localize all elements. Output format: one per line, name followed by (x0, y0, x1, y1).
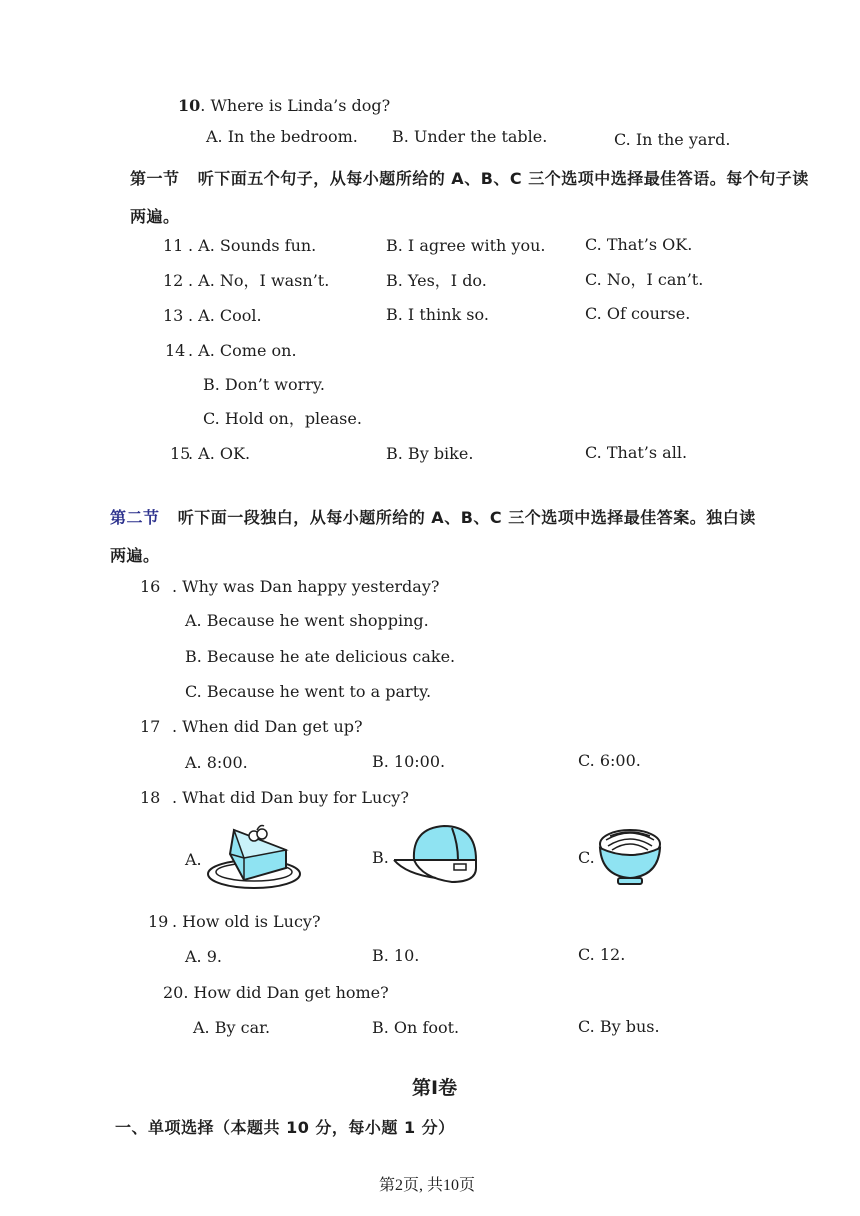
q18-option-a: A. (185, 850, 202, 869)
q19-option-a: A. 9. (185, 947, 222, 966)
q10-number: 10 (178, 96, 201, 115)
section1-heading-line1 (130, 166, 809, 189)
q18-option-b: B. (372, 848, 389, 867)
q18-option-c: C. (578, 848, 595, 867)
q20-number: 20 (163, 983, 184, 1002)
q14-option-c: C. Hold on，please. (203, 409, 362, 428)
q14-option-a: . A. Come on. (188, 341, 297, 360)
q16-option-a: A. Because he went shopping. (185, 611, 429, 630)
q11-number: 11 (163, 236, 184, 255)
q17-option-a: A. 8:00. (185, 753, 248, 772)
q17-number: 17 (140, 717, 161, 736)
section2-heading-line1 (110, 505, 756, 528)
section2-mark: 第二节 (110, 508, 160, 527)
section1-mark: 第一节 (130, 169, 180, 188)
cake-icon (204, 824, 304, 892)
q20-stem (163, 983, 389, 1003)
q14-number: 14 (165, 341, 186, 360)
q11-option-b: B. I agree with you. (386, 236, 546, 255)
q19-option-c: C. 12. (578, 945, 626, 964)
page-footer: 第2页, 共10页 (379, 1177, 476, 1194)
q19-option-b: B. 10. (372, 946, 420, 965)
section1-instruction: 听下面五个句子，从每小题所给的 A、B、C 三个选项中选择最佳答语。每个句子读 (197, 169, 809, 188)
q10-text: . Where is Linda’s dog? (200, 96, 391, 115)
q15-number: 15 (170, 444, 191, 463)
part-title: 第Ⅰ卷 (412, 1077, 458, 1099)
part1-heading: 一、单项选择（本题共 10 分，每小题 1 分） (115, 1118, 455, 1137)
q17-text: . When did Dan get up? (172, 717, 363, 736)
q12-option-b: B. Yes，I do. (386, 271, 487, 290)
q11-option-c: C. That’s OK. (585, 235, 693, 254)
q16-number: 16 (140, 577, 161, 596)
q16-option-b: B. Because he ate delicious cake. (185, 647, 456, 666)
q13-option-c: C. Of course. (585, 304, 691, 323)
q18-text: . What did Dan buy for Lucy? (172, 788, 409, 807)
section2-heading-line2: 两遍。 (110, 546, 160, 565)
q19-number: 19 (148, 912, 169, 931)
q15-option-c: C. That’s all. (585, 443, 688, 462)
q18-number: 18 (140, 788, 161, 807)
q16-option-c: C. Because he went to a party. (185, 682, 432, 701)
q10-option-b: B. Under the table. (392, 127, 548, 146)
q16-text: . Why was Dan happy yesterday? (172, 577, 440, 596)
q10-option-c: C. In the yard. (614, 130, 731, 149)
cap-icon (392, 820, 482, 890)
q19-text: . How old is Lucy? (172, 912, 321, 931)
q11-option-a: . A. Sounds fun. (188, 236, 317, 255)
q17-option-b: B. 10:00. (372, 752, 446, 771)
q13-number: 13 (163, 306, 184, 325)
q15-option-a: . A. OK. (188, 444, 251, 463)
q20-text: . How did Dan get home? (183, 983, 389, 1002)
q12-option-a: . A. No，I wasn’t. (188, 271, 330, 290)
section1-heading-line2: 两遍。 (130, 207, 180, 226)
q13-option-a: . A. Cool. (188, 306, 262, 325)
q20-option-c: C. By bus. (578, 1017, 660, 1036)
q20-option-a: A. By car. (193, 1018, 271, 1037)
q14-option-b: B. Don’t worry. (203, 375, 325, 394)
q10-stem (178, 96, 390, 116)
q12-number: 12 (163, 271, 184, 290)
q10-option-a: A. In the bedroom. (206, 127, 358, 146)
q13-option-b: B. I think so. (386, 305, 489, 324)
section2-instruction: 听下面一段独白，从每小题所给的 A、B、C 三个选项中选择最佳答案。独白读 (177, 508, 756, 527)
q20-option-b: B. On foot. (372, 1018, 460, 1037)
q12-option-c: C. No，I can’t. (585, 270, 704, 289)
q17-option-c: C. 6:00. (578, 751, 641, 770)
noodle-bowl-icon (596, 822, 664, 890)
q15-option-b: B. By bike. (386, 444, 474, 463)
